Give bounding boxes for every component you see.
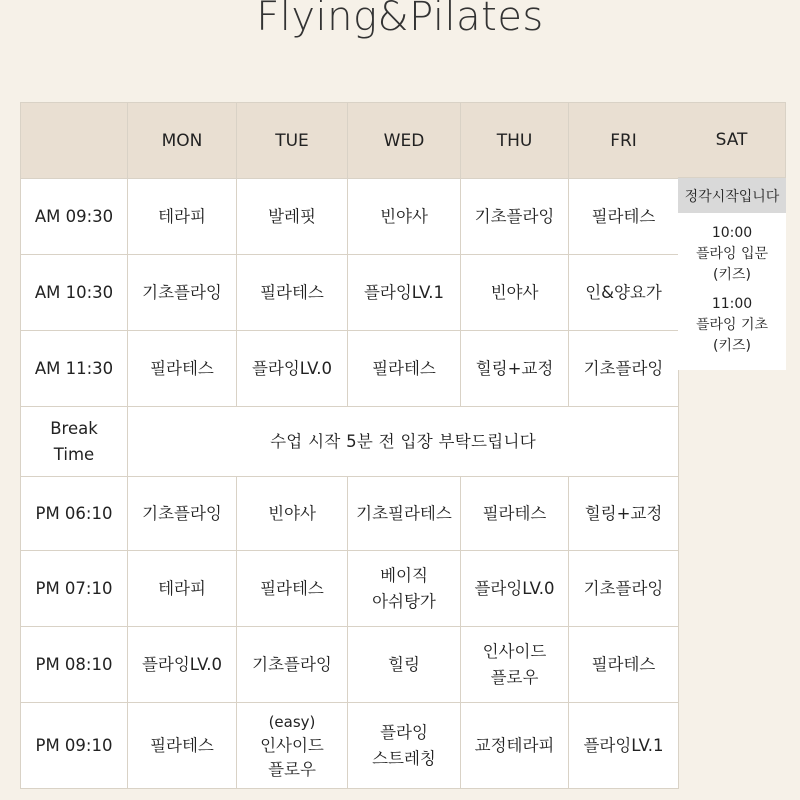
- class-time: 10:00: [711, 225, 753, 241]
- class-cell: [128, 477, 237, 551]
- class-cell: 힐링+교정: [461, 331, 569, 407]
- class-cell: 기초플라잉: [461, 179, 569, 255]
- break-notice: 수업 시작 5분 전 입장 부탁드립니다: [128, 407, 679, 477]
- schedule-table: [20, 102, 679, 789]
- class-cell: 필라테스: [569, 179, 679, 255]
- class-cell: [569, 627, 679, 703]
- class-cell: [128, 703, 237, 789]
- break-time-cell: [21, 407, 128, 477]
- class-cell: 플라잉LV.1: [348, 255, 461, 331]
- class-cell: [461, 703, 569, 789]
- class-cell: [237, 551, 348, 627]
- time-cell: PM 06:10: [21, 477, 128, 551]
- table-row: [21, 331, 679, 407]
- table-row: [21, 551, 679, 627]
- class-name: 플라잉 입문: [695, 246, 769, 262]
- class-cell: [461, 551, 569, 627]
- class-line: 필라테스: [260, 578, 324, 598]
- class-cell: 기초플라잉: [569, 331, 679, 407]
- class-line: 기초플라잉: [583, 578, 664, 598]
- class-cell: [461, 627, 569, 703]
- class-cell: 필라테스: [237, 255, 348, 331]
- class-line: 빈야사: [268, 503, 316, 523]
- class-cell: [348, 477, 461, 551]
- time-cell: AM 09:30: [21, 179, 128, 255]
- class-line: 스트레칭: [372, 748, 436, 768]
- class-line: 플라잉LV.1: [583, 735, 664, 755]
- table-row: [21, 703, 679, 789]
- time-cell: PM 08:10: [21, 627, 128, 703]
- time-cell: AM 10:30: [21, 255, 128, 331]
- table-row: [21, 477, 679, 551]
- class-tag: (키즈): [713, 267, 751, 283]
- class-line: 플로우: [268, 759, 316, 779]
- time-cell: AM 11:30: [21, 331, 128, 407]
- class-line: 힐링: [388, 654, 420, 674]
- break-row: [21, 407, 679, 477]
- day-header-thu: THU: [461, 103, 569, 179]
- table-row: [21, 627, 679, 703]
- page-title: Flying&Pilates: [256, 0, 544, 40]
- class-cell: 기초플라잉: [128, 255, 237, 331]
- class-line: 테라피: [158, 578, 206, 598]
- class-cell: [569, 703, 679, 789]
- class-cell: 플라잉LV.0: [237, 331, 348, 407]
- class-cell: [237, 703, 348, 789]
- saturday-class: [678, 294, 786, 357]
- class-line: 인사이드: [482, 641, 547, 661]
- class-line: 플라잉LV.0: [141, 654, 223, 674]
- break-label: Time: [53, 444, 95, 464]
- day-header-mon: MON: [128, 103, 237, 179]
- class-cell: [348, 703, 461, 789]
- day-header-fri: FRI: [569, 103, 679, 179]
- day-header-wed: WED: [348, 103, 461, 179]
- class-line: 기초플라잉: [142, 503, 222, 523]
- class-line: 플라잉: [380, 722, 428, 742]
- class-cell: [348, 551, 461, 627]
- class-name: 플라잉 기초: [695, 317, 769, 333]
- class-line: 교정테라피: [474, 735, 555, 755]
- break-label: Break: [50, 418, 98, 438]
- class-cell: 테라피: [128, 179, 237, 255]
- corner-cell: [21, 103, 128, 179]
- class-line: 인사이드: [260, 735, 324, 755]
- class-cell: [237, 477, 348, 551]
- class-cell: 발레핏: [237, 179, 348, 255]
- class-cell: [348, 627, 461, 703]
- class-line: 베이직: [380, 565, 428, 585]
- class-cell: 필라테스: [128, 331, 237, 407]
- class-line: 기초필라테스: [356, 503, 452, 523]
- time-cell: PM 09:10: [21, 703, 128, 789]
- class-cell: [128, 627, 237, 703]
- class-line: 플로우: [490, 667, 539, 687]
- class-time: 11:00: [711, 296, 753, 312]
- class-cell: 인&양요가: [569, 255, 679, 331]
- class-line: 기초플라잉: [252, 654, 332, 674]
- saturday-note: 정각시작입니다: [678, 178, 786, 213]
- class-cell: [569, 551, 679, 627]
- time-cell: PM 07:10: [21, 551, 128, 627]
- class-line: 필라테스: [150, 735, 214, 755]
- class-line: 힐링+교정: [584, 503, 663, 523]
- table-row: [21, 255, 679, 331]
- class-cell: [461, 477, 569, 551]
- saturday-column: [678, 102, 786, 370]
- class-tag: (키즈): [713, 338, 751, 354]
- header-row: [21, 103, 679, 179]
- table-row: [21, 179, 679, 255]
- day-header-sat: SAT: [678, 102, 786, 178]
- day-header-tue: TUE: [237, 103, 348, 179]
- class-cell: 필라테스: [348, 331, 461, 407]
- class-cell: [237, 627, 348, 703]
- class-line: 아쉬탕가: [372, 591, 436, 611]
- class-cell: [569, 477, 679, 551]
- class-line: 플라잉LV.0: [474, 578, 555, 598]
- class-line: 필라테스: [591, 654, 656, 674]
- class-cell: [128, 551, 237, 627]
- saturday-class: [678, 223, 786, 286]
- class-line: 필라테스: [482, 503, 547, 523]
- class-cell: 빈야사: [461, 255, 569, 331]
- class-line: (easy): [268, 712, 316, 731]
- saturday-classes: [678, 213, 786, 370]
- class-cell: 빈야사: [348, 179, 461, 255]
